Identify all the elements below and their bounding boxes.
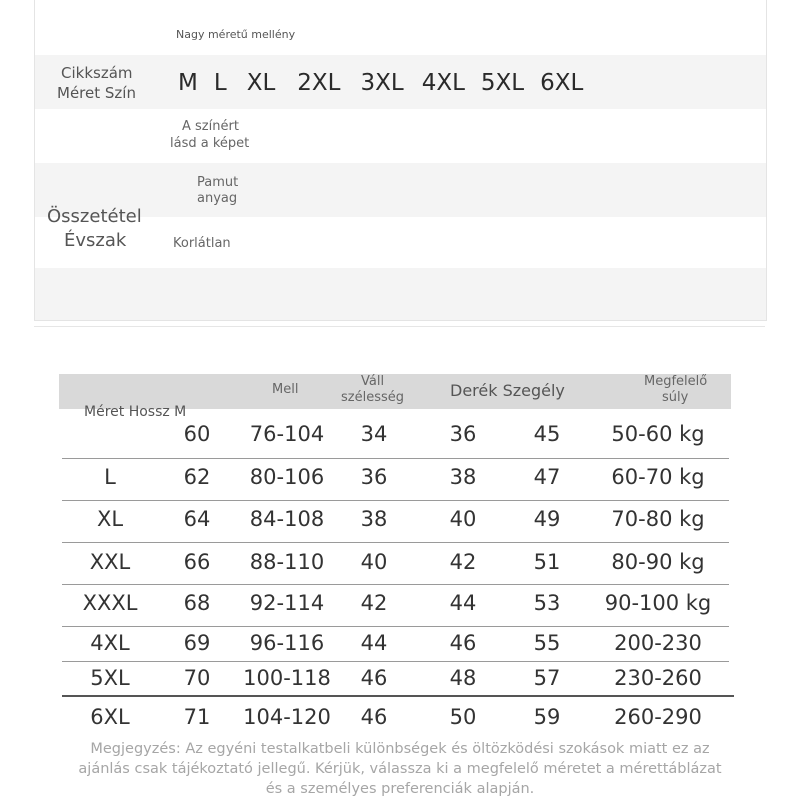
- size-option-m: M: [178, 70, 198, 96]
- color-note-line-2: lásd a képet: [170, 136, 250, 151]
- cell-size: 5XL: [90, 666, 130, 690]
- size-option-5xl: 5XL: [480, 70, 525, 96]
- cell-length: 62: [183, 465, 211, 489]
- cell-chest: 80-106: [249, 465, 325, 489]
- composition-label: Összetétel: [47, 206, 142, 227]
- cell-weight: 230-260: [614, 666, 702, 690]
- cell-length: 70: [183, 666, 211, 690]
- size-list: [178, 70, 583, 96]
- cell-shoulder: 46: [360, 705, 388, 729]
- cell-length: 66: [183, 550, 211, 574]
- size-option-3xl: 3XL: [360, 70, 404, 96]
- size-option-l: L: [213, 70, 227, 96]
- cell-weight: 80-90 kg: [611, 550, 705, 574]
- cell-hem: 51: [533, 550, 561, 574]
- material-line-2: anyag: [197, 191, 238, 206]
- cell-shoulder: 34: [360, 422, 388, 446]
- cell-size: L: [104, 465, 116, 489]
- product-name: Nagy méretű mellény: [176, 28, 296, 41]
- cell-hem: 57: [533, 666, 561, 690]
- cell-hem: 55: [533, 631, 561, 655]
- cell-waist: 46: [449, 631, 477, 655]
- cell-waist: 40: [449, 507, 477, 531]
- color-note-line-1: A színért: [182, 119, 239, 134]
- cell-waist: 48: [449, 666, 477, 690]
- header-shoulder-line-2: szélesség: [341, 390, 405, 405]
- cell-length: 69: [183, 631, 211, 655]
- cell-hem: 47: [533, 465, 561, 489]
- cell-weight: 200-230: [614, 631, 702, 655]
- row-divider: [62, 458, 729, 459]
- cell-shoulder: 46: [360, 666, 388, 690]
- size-note: [40, 739, 760, 799]
- row-divider: [62, 626, 729, 627]
- cell-waist: 42: [449, 550, 477, 574]
- row-divider: [62, 500, 729, 501]
- cell-weight: 260-290: [614, 705, 702, 729]
- cell-chest: 96-116: [249, 631, 325, 655]
- cell-shoulder: 36: [360, 465, 388, 489]
- material-line-1: Pamut: [197, 175, 239, 190]
- cell-size: 6XL: [90, 705, 130, 729]
- cell-weight: 50-60 kg: [611, 422, 705, 446]
- season-value: Korlátlan: [173, 236, 231, 251]
- header-chest: Mell: [272, 382, 299, 397]
- note-line-1: Megjegyzés: Az egyéni testalkatbeli különbségek és öltözködési szokások miatt ez az: [90, 741, 710, 757]
- cell-chest: 100-118: [243, 666, 331, 690]
- cell-size: XXXL: [82, 591, 138, 615]
- cell-chest: 84-108: [249, 507, 325, 531]
- cell-hem: 45: [533, 422, 561, 446]
- row-divider: [62, 584, 729, 585]
- item-number-label: Cikkszám: [61, 64, 133, 82]
- cell-waist: 50: [449, 705, 477, 729]
- cell-chest: 88-110: [249, 550, 325, 574]
- header-waist-hem: Derék Szegély: [450, 381, 565, 400]
- note-line-2: ajánlás csak tájékoztató jellegű. Kérjük, válassza ki a megfelelő méretet a mérettáblázat: [78, 761, 722, 777]
- cell-chest: 104-120: [243, 705, 331, 729]
- cell-hem: 49: [533, 507, 561, 531]
- cell-length: 68: [183, 591, 211, 615]
- section-divider: [34, 326, 765, 327]
- header-size-length: Méret Hossz M: [84, 404, 187, 420]
- cell-length: 64: [183, 507, 211, 531]
- cell-hem: 53: [533, 591, 561, 615]
- size-option-6xl: 6XL: [540, 70, 584, 96]
- season-label: Évszak: [64, 230, 127, 251]
- size-color-label: Méret Szín: [57, 84, 136, 102]
- cell-shoulder: 42: [360, 591, 388, 615]
- cell-shoulder: 38: [360, 507, 388, 531]
- cell-shoulder: 44: [360, 631, 388, 655]
- cell-weight: 60-70 kg: [611, 465, 705, 489]
- header-weight-line-2: súly: [662, 390, 689, 405]
- cell-chest: 92-114: [249, 591, 325, 615]
- cell-length: 60: [183, 422, 211, 446]
- cell-shoulder: 40: [360, 550, 388, 574]
- cell-chest: 76-104: [249, 422, 325, 446]
- cell-hem: 59: [533, 705, 561, 729]
- cell-length: 71: [183, 705, 211, 729]
- product-info-card: [34, 0, 767, 321]
- row-divider: [62, 661, 729, 662]
- cell-waist: 38: [449, 465, 477, 489]
- cell-waist: 36: [449, 422, 477, 446]
- size-option-2xl: 2XL: [297, 70, 341, 96]
- info-band-bottom: [35, 268, 766, 320]
- cell-size: 4XL: [90, 631, 130, 655]
- note-line-3: és a személyes preferenciák alapján.: [265, 781, 535, 797]
- cell-waist: 44: [449, 591, 477, 615]
- size-option-4xl: 4XL: [421, 70, 465, 96]
- header-shoulder-line-1: Váll: [361, 374, 385, 389]
- info-band-material: [35, 163, 766, 217]
- row-divider: [62, 695, 734, 697]
- cell-size: XXL: [89, 550, 131, 574]
- cell-weight: 70-80 kg: [611, 507, 705, 531]
- size-option-xl: XL: [246, 70, 276, 96]
- header-weight-line-1: Megfelelő: [644, 374, 708, 389]
- cell-weight: 90-100 kg: [604, 591, 712, 615]
- cell-size: XL: [96, 507, 124, 531]
- row-divider: [62, 542, 729, 543]
